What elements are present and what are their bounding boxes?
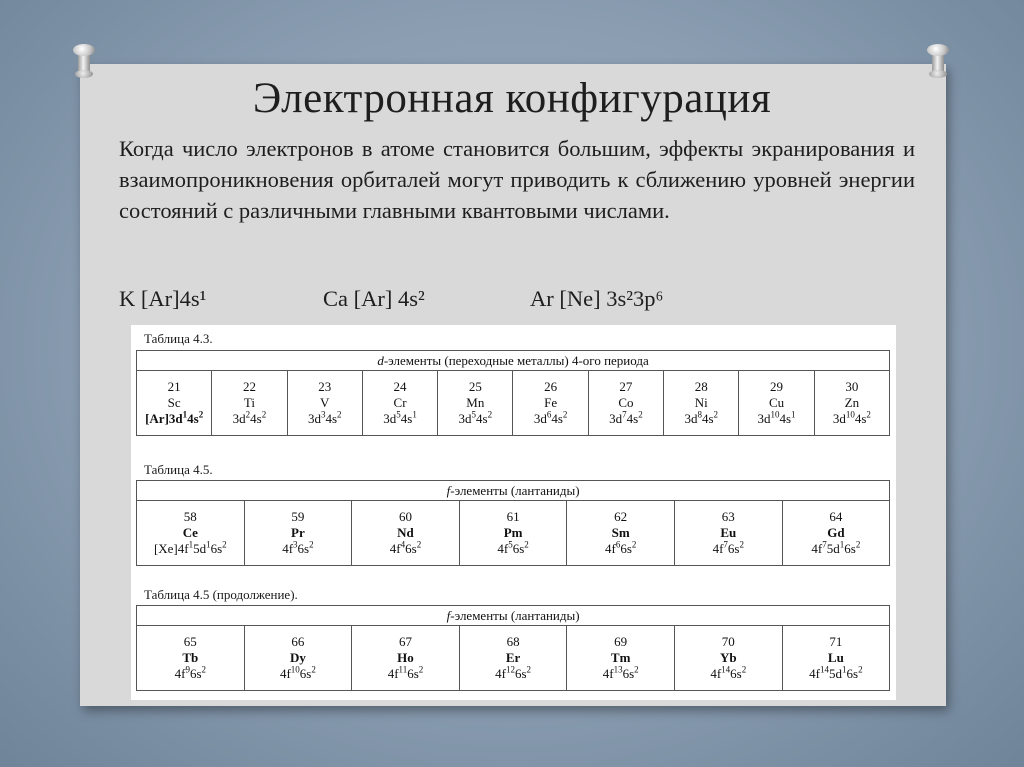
element-cell-ti bbox=[212, 371, 287, 436]
atomic-number: 64 bbox=[829, 509, 843, 524]
element-cell-er bbox=[459, 626, 567, 691]
element-symbol: Yb bbox=[719, 650, 737, 665]
electron-configuration: $3d^34s^2$ bbox=[307, 409, 342, 426]
element-cell-eu bbox=[674, 501, 782, 566]
electron-configuration: $3d^54s^1$ bbox=[383, 409, 417, 426]
element-cell-pr bbox=[244, 501, 352, 566]
element-symbol: Ni bbox=[694, 395, 708, 410]
element-symbol: Mn bbox=[466, 395, 485, 410]
atomic-number: 25 bbox=[468, 379, 482, 394]
element-cell-yb bbox=[674, 626, 782, 691]
element-symbol: Pm bbox=[503, 525, 523, 540]
element-symbol: Gd bbox=[827, 525, 845, 540]
table-header: f-элементы (лантаниды) bbox=[137, 481, 890, 501]
electron-configuration: $4f^66s^2$ bbox=[604, 539, 637, 556]
atomic-number: 22 bbox=[242, 379, 256, 394]
element-cell-ho bbox=[352, 626, 460, 691]
atomic-number: 69 bbox=[614, 634, 628, 649]
formula-k: K [Ar]4s¹ bbox=[119, 286, 207, 311]
atomic-number: 21 bbox=[167, 379, 181, 394]
formula-ca: Ca [Ar] 4s² bbox=[323, 286, 425, 311]
element-symbol: Dy bbox=[289, 650, 306, 665]
element-cell-v bbox=[287, 371, 362, 436]
element-symbol: Lu bbox=[827, 650, 844, 665]
element-cell-sc bbox=[137, 371, 212, 436]
element-symbol: Cr bbox=[393, 395, 407, 410]
element-symbol: Tb bbox=[182, 650, 199, 665]
tables-image bbox=[131, 325, 896, 700]
electron-configuration: $4f^{14}6s^2$ bbox=[710, 664, 747, 681]
element-cell-zn bbox=[814, 371, 889, 436]
atomic-number: 28 bbox=[694, 379, 708, 394]
electron-configuration: $3d^24s^2$ bbox=[232, 409, 267, 426]
element-cell-tm bbox=[567, 626, 675, 691]
element-cell-sm bbox=[567, 501, 675, 566]
electron-configuration: $4f^96s^2$ bbox=[174, 664, 206, 681]
element-cell-ni bbox=[664, 371, 739, 436]
element-symbol: Cu bbox=[768, 395, 785, 410]
electron-configuration: $3d^{10}4s^1$ bbox=[757, 409, 796, 426]
electron-configuration: $4f^{10}6s^2$ bbox=[279, 664, 316, 681]
element-symbol: Pr bbox=[291, 525, 305, 540]
atomic-number: 24 bbox=[393, 379, 407, 394]
atomic-number: 29 bbox=[770, 379, 784, 394]
atomic-number: 65 bbox=[183, 634, 197, 649]
atomic-number: 26 bbox=[544, 379, 558, 394]
element-cell-cr bbox=[362, 371, 437, 436]
element-symbol: Fe bbox=[544, 395, 558, 410]
table-header: f-элементы (лантаниды) bbox=[137, 606, 890, 626]
electron-configuration: $4f^{14}5d^16s^2$ bbox=[809, 664, 863, 681]
atomic-number: 27 bbox=[619, 379, 633, 394]
element-cell-pm bbox=[459, 501, 567, 566]
table-caption: Таблица 4.3. bbox=[144, 331, 213, 346]
electron-configuration: $4f^{12}6s^2$ bbox=[495, 664, 532, 681]
element-symbol: Nd bbox=[397, 525, 414, 540]
pushpin-left-icon bbox=[73, 44, 95, 78]
pushpin-right-icon bbox=[927, 44, 949, 78]
element-symbol: Tm bbox=[610, 650, 631, 665]
element-symbol: Sc bbox=[167, 395, 181, 410]
electron-configuration: $4f^{11}6s^2$ bbox=[387, 664, 424, 681]
atomic-number: 62 bbox=[614, 509, 628, 524]
table-header: d-элементы (переходные металлы) 4-ого периода bbox=[137, 351, 890, 371]
element-symbol: Ho bbox=[397, 650, 414, 665]
electron-configuration: $[Ar]3d^14s^2$ bbox=[145, 409, 204, 426]
element-cell-nd bbox=[352, 501, 460, 566]
slide-title: Электронная конфигурация bbox=[252, 75, 772, 122]
atomic-number: 61 bbox=[506, 509, 520, 524]
formula-ar: Ar [Ne] 3s²3p⁶ bbox=[530, 286, 664, 311]
element-symbol: Er bbox=[505, 650, 521, 665]
atomic-number: 23 bbox=[318, 379, 332, 394]
electron-configuration: $3d^84s^2$ bbox=[684, 409, 718, 426]
element-symbol: Zn bbox=[844, 395, 860, 410]
atomic-number: 66 bbox=[291, 634, 305, 649]
element-cell-gd bbox=[782, 501, 890, 566]
element-cell-fe bbox=[513, 371, 588, 436]
atomic-number: 71 bbox=[829, 634, 843, 649]
electron-configuration: $3d^54s^2$ bbox=[458, 409, 493, 426]
atomic-number: 67 bbox=[398, 634, 412, 649]
atomic-number: 58 bbox=[183, 509, 197, 524]
element-symbol: Ce bbox=[182, 525, 198, 540]
slide-paragraph: Когда число электронов в атоме становится большим, эффекты экранирования и взаимопроникновения орбиталей могут приводить к сближению уровней энергии состояний с различными главными квантовыми числами. bbox=[119, 136, 915, 223]
table-caption: Таблица 4.5. bbox=[144, 462, 213, 477]
atomic-number: 63 bbox=[721, 509, 735, 524]
electron-configuration: $3d^{10}4s^2$ bbox=[832, 409, 871, 426]
table-caption: Таблица 4.5 (продолжение). bbox=[144, 587, 298, 602]
electron-configuration: $[Xe]4f^15d^16s^2$ bbox=[153, 539, 227, 556]
atomic-number: 60 bbox=[398, 509, 412, 524]
element-cell-lu bbox=[782, 626, 890, 691]
electron-configuration: $3d^74s^2$ bbox=[609, 409, 643, 426]
lanthanides-table-2 bbox=[136, 605, 890, 691]
element-symbol: Ti bbox=[243, 395, 255, 410]
d-elements-table bbox=[136, 350, 890, 436]
electron-configuration: $3d^64s^2$ bbox=[533, 409, 568, 426]
electron-configuration: $4f^56s^2$ bbox=[497, 539, 529, 556]
element-cell-ce bbox=[137, 501, 245, 566]
element-cell-mn bbox=[438, 371, 513, 436]
atomic-number: 30 bbox=[845, 379, 859, 394]
element-symbol: Sm bbox=[611, 525, 630, 540]
electron-configuration: $4f^46s^2$ bbox=[389, 539, 422, 556]
element-symbol: Eu bbox=[720, 525, 737, 540]
element-symbol: V bbox=[320, 395, 330, 410]
electron-configuration: $4f^76s^2$ bbox=[712, 539, 744, 556]
element-cell-co bbox=[588, 371, 663, 436]
atomic-number: 59 bbox=[291, 509, 305, 524]
element-cell-dy bbox=[244, 626, 352, 691]
electron-configuration: $4f^{13}6s^2$ bbox=[602, 664, 639, 681]
lanthanides-table-1 bbox=[136, 480, 890, 566]
element-cell-cu bbox=[739, 371, 814, 436]
electron-configuration: $4f^36s^2$ bbox=[282, 539, 314, 556]
atomic-number: 68 bbox=[506, 634, 520, 649]
element-cell-tb bbox=[137, 626, 245, 691]
atomic-number: 70 bbox=[721, 634, 735, 649]
element-symbol: Co bbox=[618, 395, 634, 410]
electron-configuration: $4f^75d^16s^2$ bbox=[811, 539, 861, 556]
